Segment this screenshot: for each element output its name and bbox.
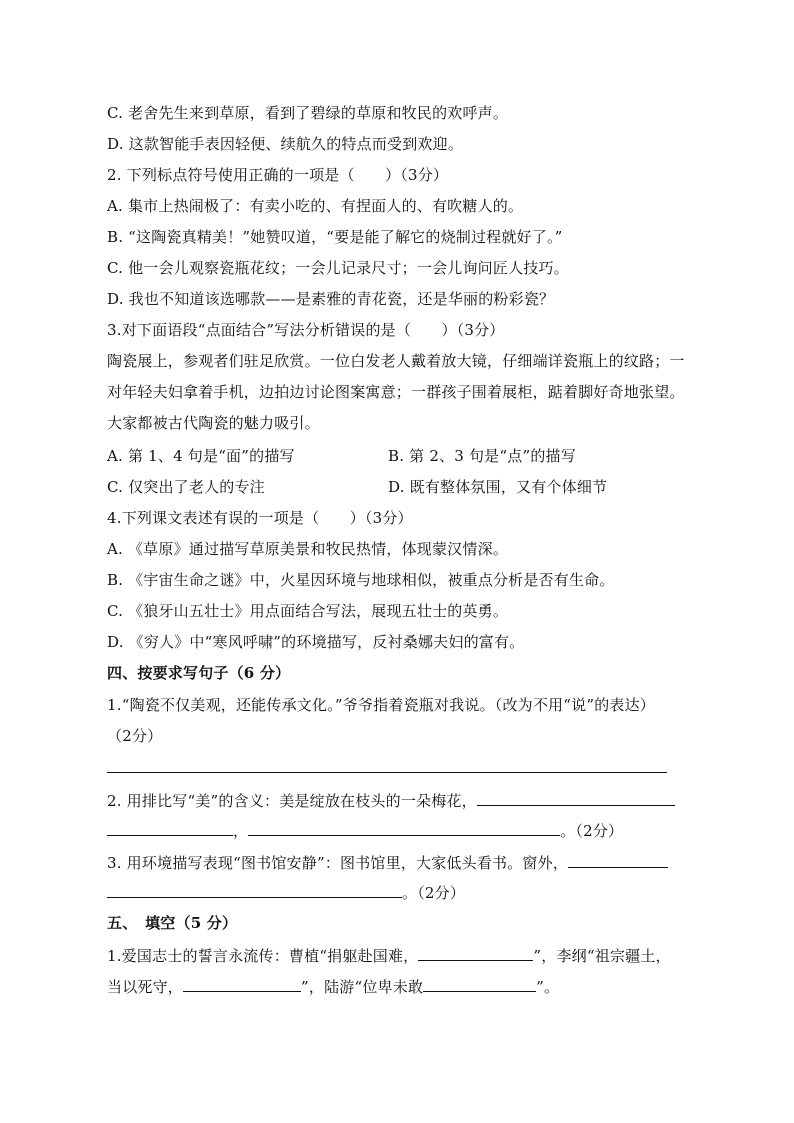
q3-options-row-1: [107, 446, 295, 466]
s5-q1-text-d: ”，陆游“位卑未敢: [301, 978, 424, 996]
q3-option-a: A. 第 1、4 句是“面”的描写: [107, 447, 295, 465]
s5-q1-blank-1[interactable]: [418, 945, 533, 961]
s4-q2-row-1: [107, 790, 675, 811]
q3-option-b: B. 第 2、3 句是“点”的描写: [388, 447, 576, 465]
q2-option-a: A. 集市上热闹极了：有卖小吃的、有捏面人的、有吹糖人的。: [107, 197, 524, 215]
s5-q1-blank-3[interactable]: [423, 976, 536, 992]
s4-q2-text: 2. 用排比写“美”的含义：美是绽放在枝头的一朵梅花，: [107, 792, 477, 810]
s4-q1-points: （2分）: [107, 727, 163, 745]
s5-q1-blank-2[interactable]: [183, 976, 301, 992]
s5-q1-text-c: 当以死守，: [107, 978, 184, 996]
s4-q2-comma: ，: [233, 822, 249, 840]
q1-option-d: D. 这款智能手表因轻便、续航久的特点而受到欢迎。: [107, 135, 464, 153]
q3-passage-line: 陶瓷展上，参观者们驻足欣赏。一位白发老人戴着放大镜，仔细端详瓷瓶上的纹路；一: [107, 352, 685, 370]
section-4-title: 四、按要求写句子（6 分）: [107, 664, 291, 682]
q2-option-b: B. “这陶瓷真精美！”她赞叹道，“要是能了解它的烧制过程就好了。”: [107, 228, 563, 246]
s5-q1-row-2: [107, 976, 559, 997]
s4-q2-end: 。（2分）: [560, 822, 624, 840]
s4-q3-row-1: [107, 852, 668, 873]
s4-q3-text: 3. 用环境描写表现“图书馆安静”：图书馆里，大家低头看书。窗外，: [107, 854, 569, 872]
s5-q1-text-e: ”。: [536, 978, 560, 996]
s4-q3-row-2: [107, 882, 465, 903]
s4-q2-row-2: [107, 820, 623, 841]
s5-q1-text-b: ”，李纲“祖宗疆土，: [533, 947, 671, 965]
s4-q3-end: 。（2分）: [402, 884, 466, 902]
q4-option-a: A. 《草原》通过描写草原美景和牧民热情，体现蒙汉情深。: [107, 540, 508, 558]
q4-option-c: C. 《狼牙山五壮士》用点面结合写法，展现五壮士的英勇。: [107, 602, 509, 620]
q2-option-d: D. 我也不知道该选哪款——是素雅的青花瓷，还是华丽的粉彩瓷？: [107, 290, 555, 308]
q3-stem: 3.对下面语段“点面结合”写法分析错误的是（ ）（3分）: [107, 321, 505, 339]
s4-q2-blank-3[interactable]: [248, 820, 560, 836]
q4-option-b: B. 《宇宙生命之谜》中，火星因环境与地球相似，被重点分析是否有生命。: [107, 571, 615, 589]
q2-option-c: C. 他一会儿观察瓷瓶花纹；一会儿记录尺寸；一会儿询问匠人技巧。: [107, 259, 569, 277]
q4-stem: 4.下列课文表述有误的一项是（ ）（3分）: [107, 509, 413, 527]
s4-q3-blank-1[interactable]: [568, 852, 668, 868]
q4-option-d: D. 《穷人》中“寒风呼啸”的环境描写，反衬桑娜夫妇的富有。: [107, 633, 525, 651]
q1-option-c: C. 老舍先生来到草原，看到了碧绿的草原和牧民的欢呼声。: [107, 104, 509, 122]
s4-q3-blank-2[interactable]: [107, 882, 402, 898]
s4-q2-blank-1[interactable]: [477, 790, 675, 806]
q3-option-d: D. 既有整体氛围，又有个体细节: [388, 478, 608, 496]
s4-q1-answer-line[interactable]: [107, 772, 667, 773]
q2-stem: 2. 下列标点符号使用正确的一项是（ ）（3分）: [107, 166, 449, 184]
s5-q1-row-1: [107, 945, 671, 966]
s4-q2-blank-2[interactable]: [107, 820, 233, 836]
q3-passage-line: 对年轻夫妇拿着手机，边拍边讨论图案寓意；一群孩子围着展柜，踮着脚好奇地张望。: [107, 383, 685, 401]
q3-passage-line: 大家都被古代陶瓷的魅力吸引。: [107, 414, 320, 432]
s5-q1-text-a: 1.爱国志士的誓言永流传：曹植“捐躯赴国难，: [107, 947, 419, 965]
q3-option-c: C. 仅突出了老人的专注: [107, 478, 265, 496]
section-5-title: 五、 填空（5 分）: [107, 914, 238, 932]
s4-q1-text: 1.“陶瓷不仅美观，还能传承文化。”爷爷指着瓷瓶对我说。（改为不用“说”的表达）: [107, 696, 655, 714]
